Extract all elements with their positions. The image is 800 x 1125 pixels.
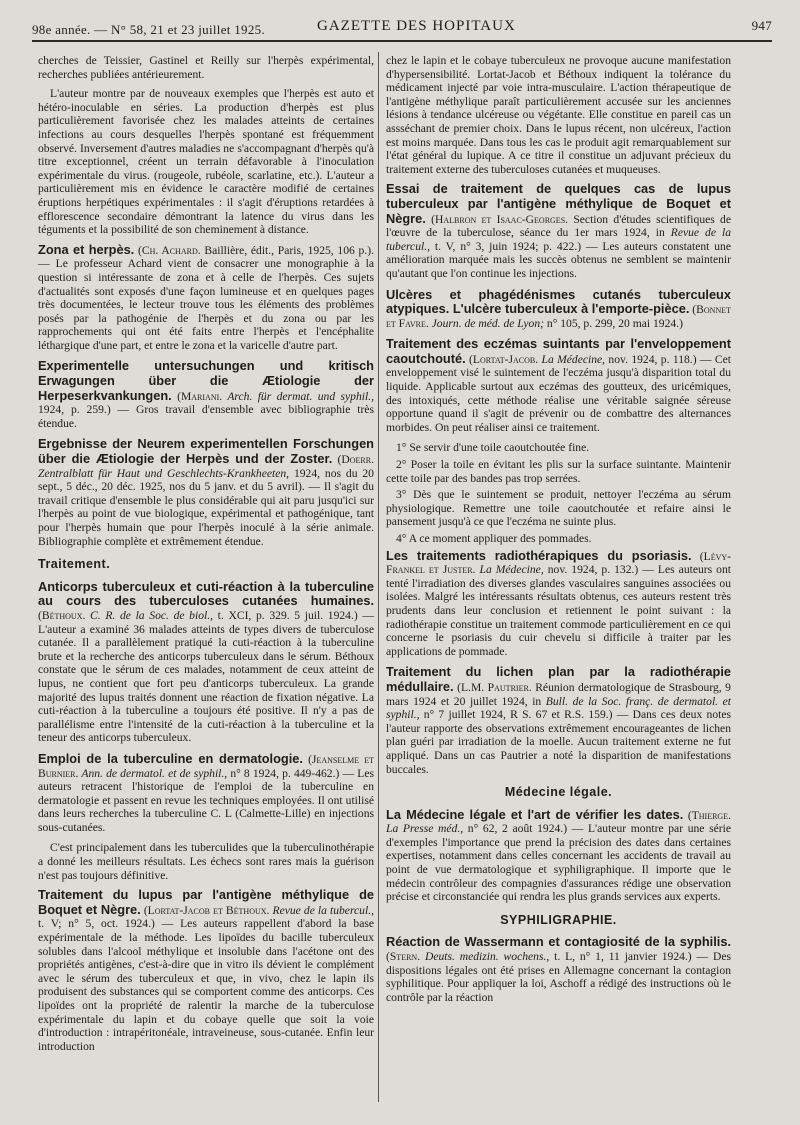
- article-text: Réunion dermatologique de Strasbourg, 9 mars 1924 et 20 juillet 1924, in: [386, 680, 731, 708]
- article-author: (Mariani.: [177, 389, 223, 403]
- article-entry: [386, 337, 731, 434]
- article-reference: Ann. de dermatol. et de syphil.,: [78, 766, 228, 780]
- article-text: nov. 1924, p. 132.) — Les auteurs ont tenté l'irradiation des diverses glandes vasculaires sanguines associées ou isolées. Malgré les intéressants résultats obtenus, ces auteurs restent très prudents dans leur conclusion et retiennent le point suivant : la radiothérapie constitue un traitement commode particulièrement en ce qui concerne le psoriasis du cuir chevelu si difficile à traiter par les applications de pommade.: [386, 563, 731, 658]
- article-reference: La Médecine,: [475, 563, 544, 577]
- article-entry: [38, 580, 374, 745]
- journal-title: GAZETTE DES HOPITAUX: [317, 18, 516, 34]
- article-entry: [38, 888, 374, 1053]
- right-column: [386, 54, 731, 1011]
- article-reference: Deuts. medizin. wochens.,: [420, 950, 550, 964]
- article-text: t. L, n° 1, 11 janvier 1924.) — Des dispositions légales ont été prises en Allemagne concernant la contagion syphilitique. Pour appliquer la loi, Aschoff a rédigé des instructions où le contrôle par la réaction: [386, 950, 731, 1004]
- article-reference: Journ. de méd. de Lyon;: [428, 316, 545, 330]
- article-title: Ulcères et phagédénismes cutanés tuberculeux atypiques. L'ulcère tuberculeux à l'emporte-pièce.: [386, 286, 731, 317]
- article-author: (Thierge.: [687, 808, 731, 822]
- article-title: Essai de traitement de quelques cas de lupus tuberculeux par l'antigène méthylique de Boquet et Nègre.: [386, 181, 731, 226]
- article-text: t. V, n° 3, juin 1924; p. 422.) — Les auteurs constatent une amélioration marquée mais les succès obtenus ne semblent se maintenir qu'autant que l'on continue les injections.: [386, 239, 731, 280]
- article-entry: [386, 808, 731, 904]
- article-title: Emploi de la tuberculine en dermatologie.: [38, 750, 303, 766]
- article-entry: [386, 288, 731, 331]
- paragraph: L'auteur montre par de nouveaux exemples que l'herpès est auto et hétéro-inoculable en séries. La production d'herpès est plus particulièrement favorisée chez les malades atteints de certaines infections au cours desquelles l'herpès spontané est fréquemment observé. Inversement d'autres maladies ne s'accompagnant d'herpès qu'à titre exceptionnel, créent un terrain défavorable à l'inoculation expérimentale du virus. (rougeole, rubéole, scarlatine, etc.). L'auteur a particulièrement mis en évidence le caractère modifié de certaines éruptions herpétiques expérimentales : il s'agit d'éruptions retardées à efflorescence secondaire démontrant la latence du virus dans les téguments et la possibilité de son cheminement à distance.: [38, 87, 374, 237]
- article-author: (Béthoux.: [38, 608, 86, 622]
- issue-info: 98e année. — N° 58, 21 et 23 juillet 1925.: [32, 22, 265, 37]
- article-author: (Lortat-Jacob.: [469, 352, 539, 366]
- page-number: 947: [751, 18, 772, 33]
- page-header: [32, 12, 772, 40]
- article-reference: C. R. de la Soc. de biol.,: [85, 608, 214, 622]
- article-entry: [38, 243, 374, 353]
- article-text: Section d'études scientifiques de l'œuvre de la tuberculose, séance du 1er mars 1924, in: [386, 212, 732, 240]
- article-author: (Bonnet et Favre.: [386, 303, 731, 330]
- header-rule: [32, 40, 772, 42]
- article-author: (L.M. Pautrier.: [457, 680, 532, 694]
- article-entry: [38, 359, 374, 430]
- left-column: [38, 54, 374, 1060]
- article-author: (Jeanselme et Burnier.: [38, 752, 374, 780]
- article-reference: Arch. für dermat. und syphil.,: [222, 389, 374, 403]
- article-author: (Ch. Achard.: [137, 243, 201, 257]
- paragraph: cherches de Teissier, Gastinel et Reilly sur l'herpès expérimental, recherches publiées antérieurement.: [38, 54, 374, 81]
- article-entry: [386, 935, 731, 1004]
- article-author: (Stern.: [386, 950, 421, 964]
- article-title: Traitement du lupus par l'antigène méthylique de Boquet et Nègre.: [38, 887, 374, 917]
- article-title: La Médecine légale et l'art de vérifier les dates.: [386, 806, 684, 822]
- article-entry: [386, 665, 731, 776]
- article-title: Zona et herpès.: [38, 241, 135, 257]
- article-text: n° 8 1924, p. 449-462.) — Les auteurs retracent l'historique de l'emploi de la tuberculine en dermatologie et passent en revue les techniques employées. Il ont utilisé dans leurs recherches la tuberculine C. L (Calmette-Lille) en injections sous-cutanées.: [38, 766, 374, 834]
- article-title: Ergebnisse der Neurem experimentellen Forschungen über die Ætiologie der Herpès und der Zoster.: [38, 436, 374, 467]
- article-reference: Bull. de la Soc. franç. de dermatol. et syphil.,: [386, 694, 731, 722]
- article-text: 1924, nos du 20 sept., 5 déc., 20 déc. 1925, nos du 5 janv. et du 5 avril). — Il s'agit du travail critique d'ensemble le plus considérable qui ait paru jusqu'ici sur l'herpès au point de vue biologique, expérimental et pathogénique, tant pour l'herpès humain que pour l'herpès inoculé à la série animale. Bibliographie complète et extrêmement étendue.: [38, 466, 374, 548]
- section-heading: Médecine légale.: [504, 785, 613, 800]
- article-text: n° 62, 2 août 1924.) — L'auteur montre par une série d'exemples l'importance que prend la précision des dates dans certaines expertises, notamment dans celles concernant les accidents de travail au point de vue dermatologique et syphiligraphique. Il importe que le médecin contrôleur des compagnies d'assurances rédige une observation précise et circonstanciée qui rendra les plus grands services aux experts.: [386, 822, 731, 904]
- section-heading: SYPHILIGRAPHIE.: [500, 912, 617, 927]
- list-item: 4° A ce moment appliquer des pommades.: [396, 532, 592, 545]
- article-text: nov. 1924, p. 118.) — Cet enveloppement visé le suintement de l'eczéma jusqu'à disparition total du liquide. Applicable surtout aux eczémas des goutteux, des uricémiques, des intoxiqués, cette méthode réalise une véritable saignée séreuse opportune quand il s'agit de prévenir ou de combattre des alternances morbides. On peut réaliser ainsi ce traitement.: [386, 352, 731, 434]
- article-entry: [38, 752, 374, 835]
- article-reference: Revue de la tubercul.,: [386, 226, 731, 253]
- article-author: (Lortat-Jacob et Béthoux.: [143, 903, 270, 917]
- article-reference: La Presse méd.,: [386, 822, 464, 836]
- article-author: (Lévy-Frankel et Juster.: [386, 549, 731, 577]
- article-entry: [386, 549, 731, 659]
- article-title: Experimentelle untersuchungen und kritisch Erwagungen über die Ætiologie der Herpeserkvankungen.: [38, 358, 374, 403]
- article-title: Réaction de Wassermann et contagiosité de la syphilis.: [386, 934, 731, 950]
- article-author: (Doerr.: [337, 453, 374, 467]
- paragraph: C'est principalement dans les tuberculides que la tuberculinothérapie a donné les meilleurs résultats. Les échecs sont rares mais la guérison n'est pas toujours définitive.: [38, 841, 374, 882]
- article-entry: [38, 437, 374, 548]
- article-title: Traitement du lichen plan par la radiothérapie médullaire.: [386, 664, 731, 694]
- list-item: 3° Dès que le suintement se produit, nettoyer l'eczéma au sérum physiologique. Remettre une toile caoutchoutée et refaire ainsi le pansement jusqu'à ce que l'eczéma ne suinte plus.: [386, 488, 731, 529]
- article-reference: Zentralblatt für Haut und Geschlechts-Krankheeten,: [38, 466, 290, 480]
- article-text: n° 7 juillet 1924, R S. 67 et R.S. 159.) — Dans ces deux notes l'auteur rapporte des observations extrêmement encourageantes de lichen plan guéri par irradiation de la moelle. Aucun traitement externe ne fut appliqué. Dans un cas Pautrier a noté la disparition de manifestations buccales.: [386, 708, 731, 776]
- list-item: 2° Poser la toile en évitant les plis sur la surface suintante. Maintenir cette toile par des bandes pas trop serrées.: [386, 458, 731, 485]
- column-divider: [378, 52, 379, 1102]
- article-text: t. V; n° 5, oct. 1924.) — Les auteurs rappellent d'abord la base expérimentale de la méthode. Les lipoïdes du bacille tuberculeux solubles dans l'alcool méthylique et insoluble dans l'acétone ont des propriétés antigènes, c'est-à-dire que in vitro ils dévient le complément avec le sérum des tuberculeux et que, in vivo, chez le lapin ils produisent des substances qui se comportent comme des anticorps. Ces lipoïdes ont la propriété de ralentir la marche de la tuberculose expérimentale du lapin et du cobaye quelle que soit la voie d'introduction : intrapéritonéale, intraveineuse, sous-cutanée. Enfin leur introduction: [38, 917, 374, 1053]
- article-title: Traitement des eczémas suintants par l'enveloppement caoutchouté.: [386, 336, 731, 366]
- article-reference: Revue de la tubercul.,: [269, 903, 374, 917]
- article-reference: La Médecine,: [538, 352, 606, 366]
- article-author: (Halbron et Isaac-Georges.: [431, 212, 569, 226]
- article-title: Anticorps tuberculeux et cuti-réaction à la tuberculine au cours des tuberculoses cutanées humaines.: [38, 578, 374, 609]
- section-heading: Traitement.: [38, 557, 111, 572]
- article-text: Baillière, édit., Paris, 1925, 106 p.). — Le professeur Achard vient de consacrer une monographie à la question si intéressante de zona et à celle de l'herpès. Ces sujets d'actualités sont exposés d'une façon lumineuse et en quelques pages très documentées, le lecteur trouve tous les éléments des problèmes posés par la pathogénie de l'herpès et du zona ou par les rapprochements qui ont été faits entre l'herpès et l'encéphalite léthargique d'une part, et entre le zona et la varicelle d'autre part.: [38, 243, 375, 352]
- paragraph: chez le lapin et le cobaye tuberculeux ne provoque aucune manifestation d'hypersensibilité. Lortat-Jacob et Béthoux indiquent la tolérance du médicament injecté par voie intra-musculaire. L'action thérapeutique de l'antigène méthylique paraît particulièrement accusée sur les anciennes lésions à tendance ulcéreuse ou végétante. Elle constitue en pareil cas un assséchant de premier choix. Dans le lupus récent, non ulcéreux, l'action est moins marquée. Dans tous les cas le produit agit remarquablement sur l'état général du lupique. A ce titre il constitue un adjuvant précieux du traitement externe des tuberculoses cutanées et muqueuses.: [386, 54, 731, 176]
- article-title: Les traitements radiothérapiques du psoriasis.: [386, 547, 692, 563]
- article-text: n° 105, p. 299, 20 mai 1924.): [544, 316, 683, 330]
- article-text: 1924, p. 259.) — Gros travail d'ensemble avec bibliographie très étendue.: [38, 403, 374, 430]
- article-entry: [386, 182, 731, 280]
- article-text: t. XCI, p. 329. 5 juil. 1924.) — L'auteur a examiné 36 malades atteints de types divers de tuberculose cutanée. Il a parallèlement pratiqué la cuti-réaction à la tuberculine brute et la recherche des anticorps tuberculeux dans le sérum. Béthoux constate que le sérum de ces malades, notamment de ceux atteint de lupus, ne contient que fort peu d'anticorps tuberculeux. La grande majorité des lupus traités donnent une réaction de fixation négative. La cuti-réaction à la tuberculine a toujours été positive. Il n'y a pas de parallélisme entre l'intensité de la cuti-réaction à la tuberculine et la teneur des anticorps tuberculeux.: [38, 608, 374, 745]
- list-item: 1° Se servir d'une toile caoutchoutée fine.: [396, 441, 590, 455]
